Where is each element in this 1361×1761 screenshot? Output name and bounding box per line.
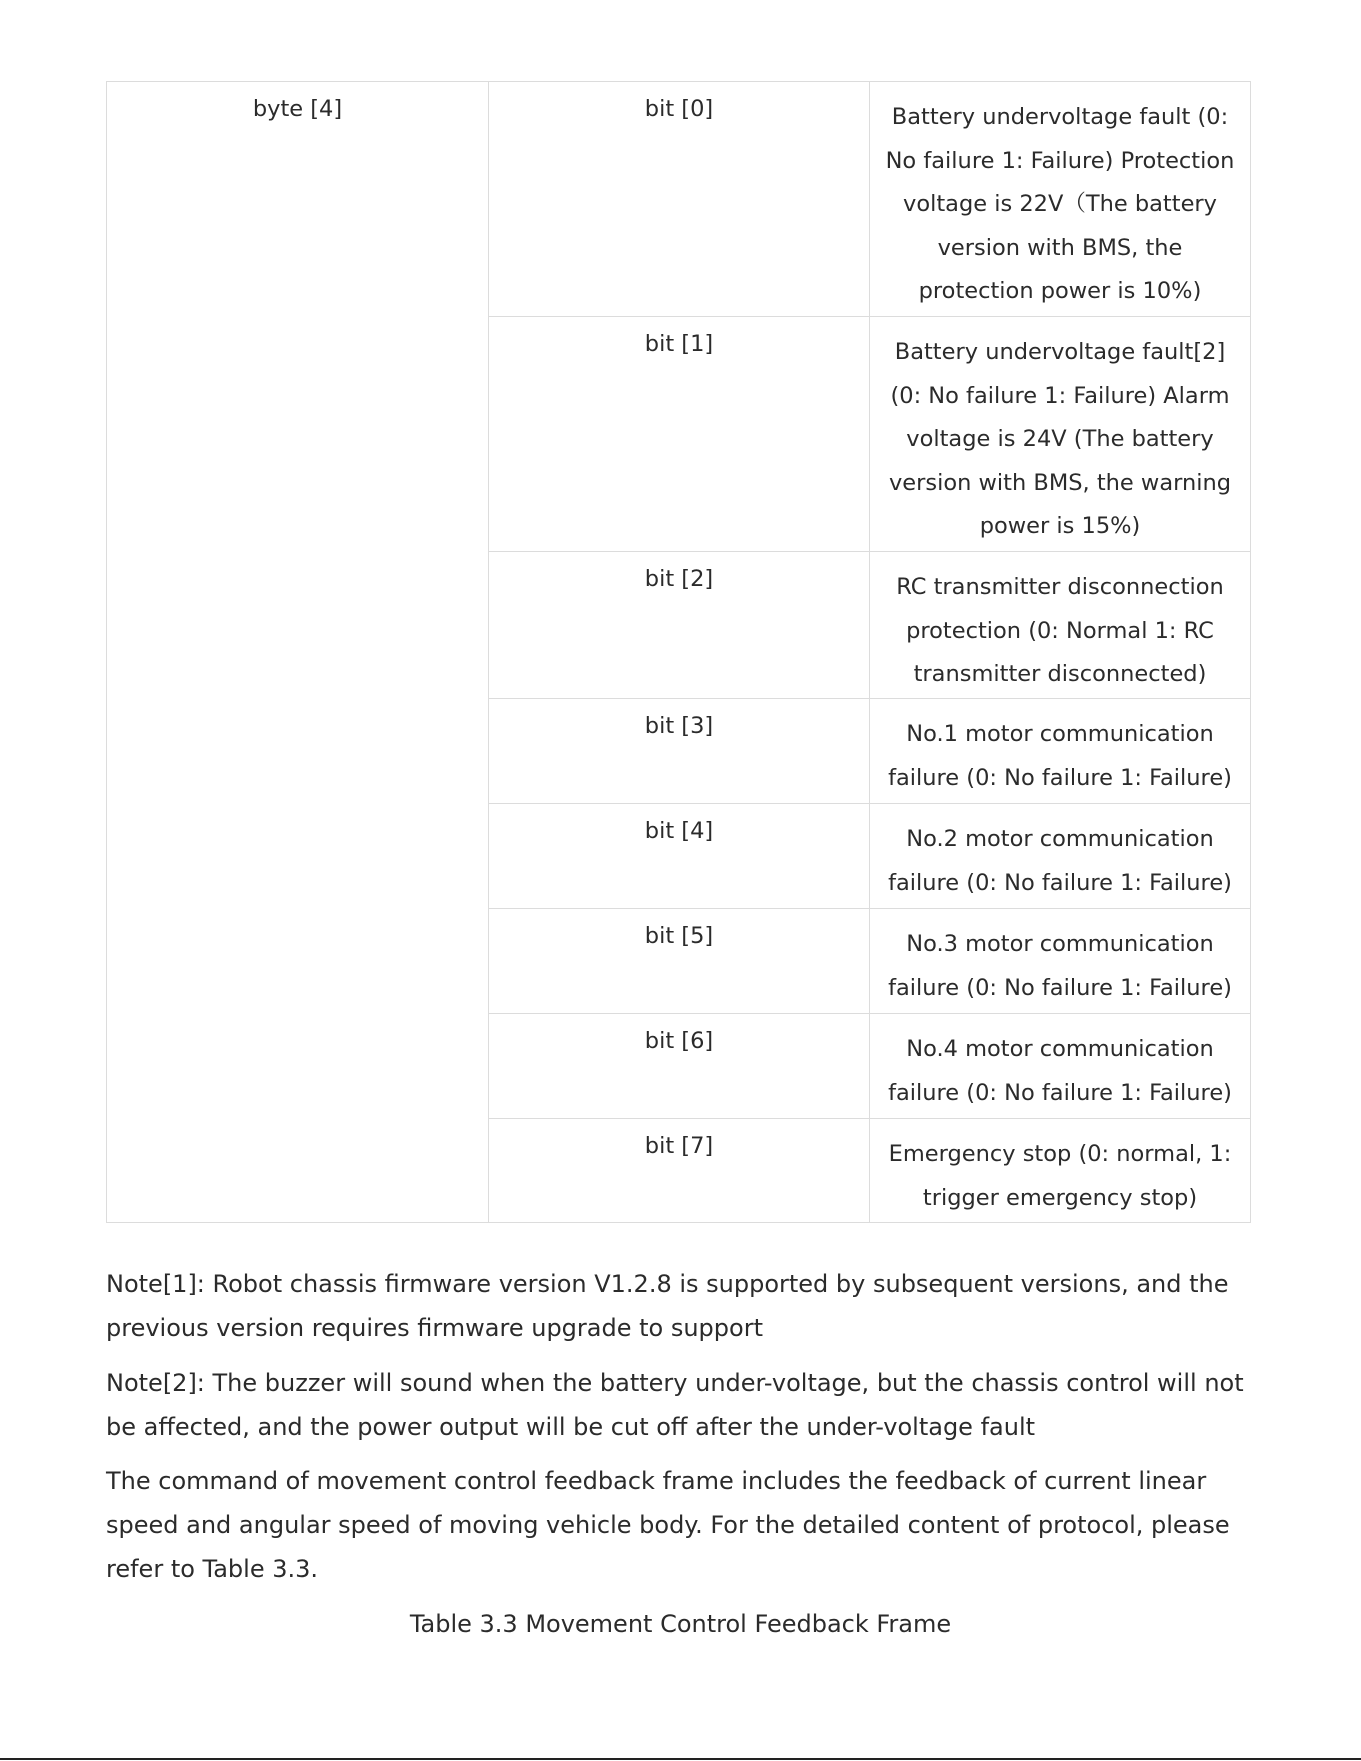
bit-cell bbox=[489, 552, 870, 699]
desc-cell bbox=[870, 552, 1251, 699]
bit-description: Battery undervoltage fault[2] (0: No failure 1: Failure) Alarm voltage is 24V (The battery version with BMS, the warning power is 15%) bbox=[888, 339, 1232, 539]
bit-label: bit [2] bbox=[644, 566, 714, 592]
byte-label: byte [4] bbox=[252, 96, 343, 122]
desc-cell bbox=[870, 1014, 1251, 1119]
bit-description: RC transmitter disconnection protection (0: Normal 1: RC transmitter disconnected) bbox=[896, 574, 1224, 687]
bit-label: bit [3] bbox=[644, 713, 714, 739]
bit-label: bit [4] bbox=[644, 818, 714, 844]
bit-cell bbox=[489, 1014, 870, 1119]
desc-cell bbox=[870, 1119, 1251, 1223]
byte4-bit-table bbox=[106, 81, 1251, 1223]
table-caption: Table 3.3 Movement Control Feedback Frame bbox=[409, 1610, 952, 1638]
bit-cell bbox=[489, 699, 870, 804]
bit-label: bit [1] bbox=[644, 331, 714, 357]
table-row bbox=[107, 82, 1251, 317]
byte-cell bbox=[107, 82, 489, 1223]
bit-label: bit [5] bbox=[644, 923, 714, 949]
desc-cell bbox=[870, 909, 1251, 1014]
bit-label: bit [0] bbox=[644, 96, 714, 122]
bit-cell bbox=[489, 317, 870, 552]
desc-cell bbox=[870, 317, 1251, 552]
note-2: Note[2]: The buzzer will sound when the battery under-voltage, but the chassis control will not be affected, and the power output will be cut off after the under-voltage fault bbox=[106, 1369, 1244, 1441]
bit-description: No.2 motor communication failure (0: No failure 1: Failure) bbox=[888, 826, 1232, 896]
bit-description: No.1 motor communication failure (0: No failure 1: Failure) bbox=[888, 721, 1232, 791]
bit-label: bit [6] bbox=[644, 1028, 714, 1054]
bit-label: bit [7] bbox=[644, 1133, 714, 1159]
body-paragraph: The command of movement control feedback frame includes the feedback of current linear speed and angular speed of moving vehicle body. For the detailed content of protocol, please refer to Table 3.3. bbox=[106, 1467, 1230, 1583]
bit-cell bbox=[489, 909, 870, 1014]
bit-description: Battery undervoltage fault (0: No failure 1: Failure) Protection voltage is 22V（The battery version with BMS, the protection power is 10%) bbox=[885, 104, 1235, 304]
desc-cell bbox=[870, 804, 1251, 909]
note-1: Note[1]: Robot chassis firmware version V1.2.8 is supported by subsequent versions, and the previous version requires firmware upgrade to support bbox=[106, 1270, 1229, 1342]
desc-cell bbox=[870, 82, 1251, 317]
bit-cell bbox=[489, 82, 870, 317]
bit-description: Emergency stop (0: normal, 1: trigger emergency stop) bbox=[888, 1141, 1232, 1211]
bit-cell bbox=[489, 804, 870, 909]
page-bottom-rule bbox=[0, 1758, 1361, 1760]
desc-cell bbox=[870, 699, 1251, 804]
bit-cell bbox=[489, 1119, 870, 1223]
bit-description: No.4 motor communication failure (0: No failure 1: Failure) bbox=[888, 1036, 1232, 1106]
bit-description: No.3 motor communication failure (0: No failure 1: Failure) bbox=[888, 931, 1232, 1001]
